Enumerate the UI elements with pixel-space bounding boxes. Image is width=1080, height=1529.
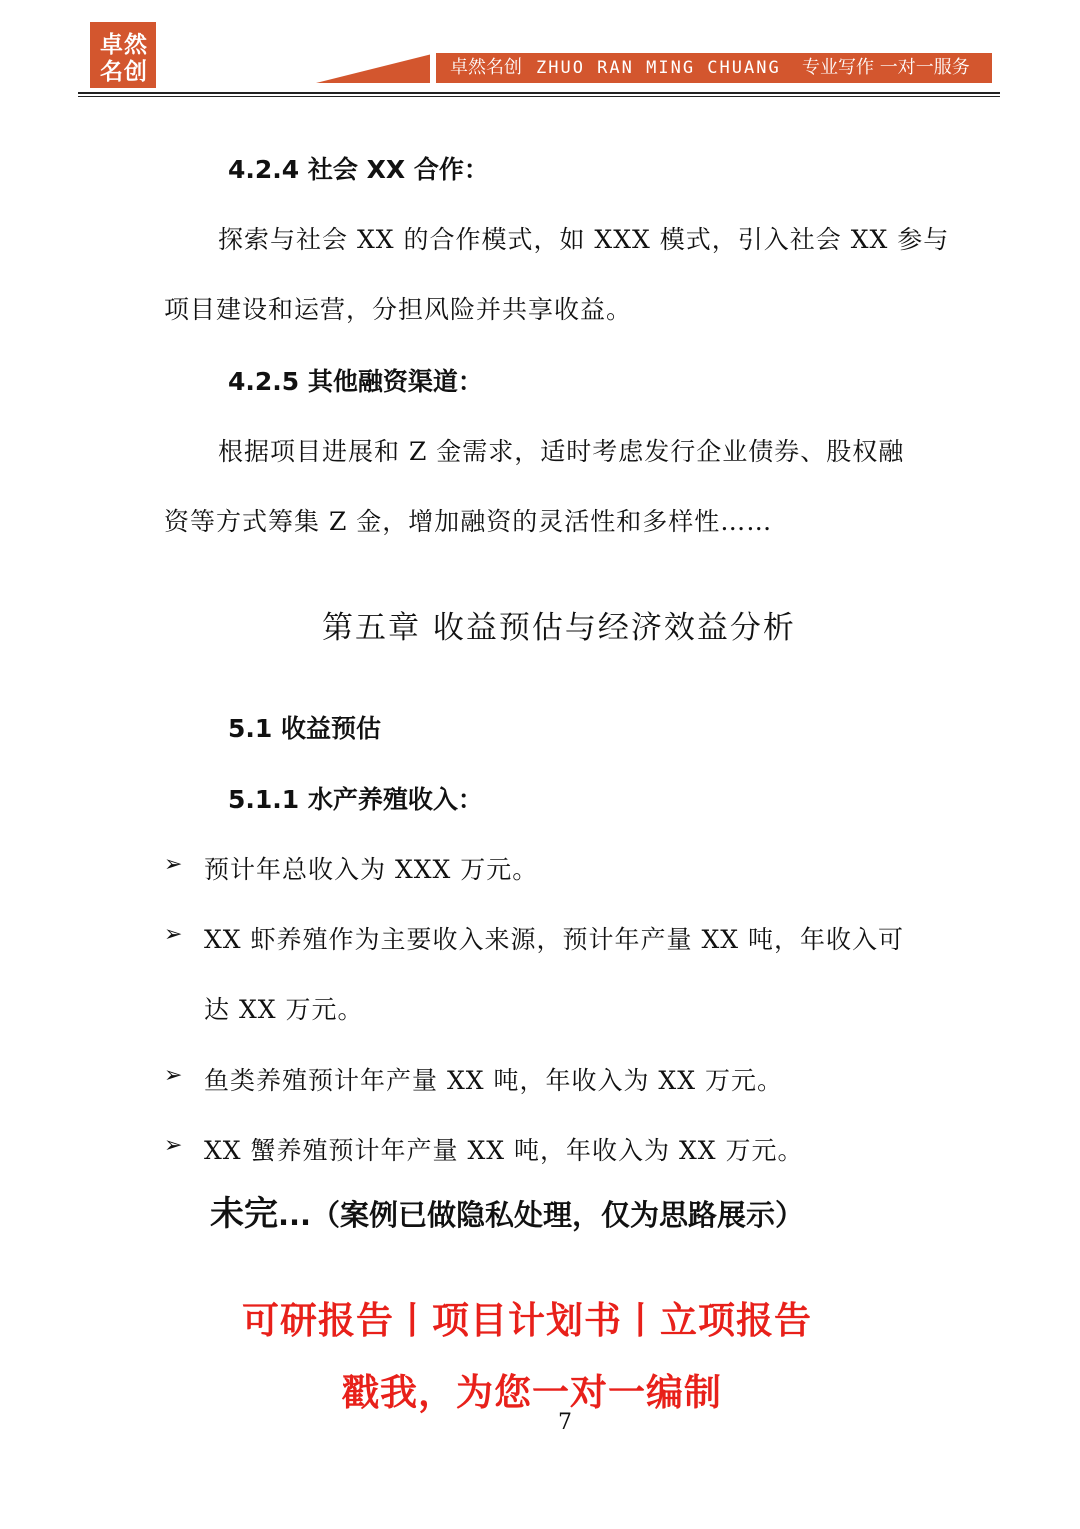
banner-company-en: ZHUO RAN MING CHUANG — [536, 58, 781, 78]
paragraph-4-2-5-line1: 根据项目进展和 Z 金需求，适时考虑发行企业债券、股权融 — [218, 437, 905, 466]
unfinished-notice — [210, 1186, 804, 1235]
paragraph-4-2-5-line2: 资等方式筹集 Z 金，增加融资的灵活性和多样性…… — [164, 507, 773, 536]
bullet-arrow-icon: ➢ — [164, 1133, 183, 1158]
banner-triangle-decoration — [316, 53, 436, 83]
bullet-3-text: 鱼类养殖预计年产量 XX 吨，年收入为 XX 万元。 — [204, 1066, 783, 1095]
bullet-2-text-line2: 达 XX 万元。 — [204, 995, 364, 1024]
logo-line2: 名创 — [100, 59, 148, 85]
brand-logo — [90, 22, 156, 88]
bullet-arrow-icon: ➢ — [164, 1063, 183, 1088]
promo-link-contact[interactable]: 戳我，为您一对一编制 — [342, 1371, 722, 1414]
banner-text — [436, 53, 992, 83]
logo-line1: 卓然 — [100, 32, 148, 58]
bullet-4-text: XX 蟹养殖预计年产量 XX 吨，年收入为 XX 万元。 — [204, 1136, 804, 1165]
heading-5-1: 5.1 收益预估 — [228, 714, 381, 743]
banner-company-cn: 卓然名创 — [450, 57, 522, 78]
bullet-1-text: 预计年总收入为 XXX 万元。 — [204, 855, 539, 884]
bullet-arrow-icon: ➢ — [164, 922, 183, 947]
heading-5-1-1: 5.1.1 水产养殖收入： — [228, 785, 483, 814]
page-header — [0, 0, 1080, 110]
promo-link-services[interactable]: 可研报告丨项目计划书丨立项报告 — [242, 1299, 812, 1342]
paragraph-4-2-4-line2: 项目建设和运营，分担风险并共享收益。 — [164, 295, 633, 324]
page-number: 7 — [558, 1410, 572, 1435]
chapter-title: 第五章 收益预估与经济效益分析 — [322, 610, 796, 646]
header-rule-thin — [78, 96, 1000, 97]
paragraph-4-2-4-line1: 探索与社会 XX 的合作模式，如 XXX 模式，引入社会 XX 参与 — [218, 225, 950, 254]
bullet-arrow-icon: ➢ — [164, 852, 183, 877]
unfinished-label: 未完 — [210, 1194, 278, 1234]
banner-slogan: 专业写作 一对一服务 — [802, 57, 970, 78]
bullet-2-text-line1: XX 虾养殖作为主要收入来源，预计年产量 XX 吨，年收入可 — [204, 925, 905, 954]
heading-4-2-4: 4.2.4 社会 XX 合作： — [228, 155, 489, 184]
header-rule-thick — [78, 92, 1000, 94]
unfinished-note: ...（案例已做隐私处理，仅为思路展示） — [278, 1198, 805, 1232]
heading-4-2-5: 4.2.5 其他融资渠道： — [228, 367, 483, 396]
